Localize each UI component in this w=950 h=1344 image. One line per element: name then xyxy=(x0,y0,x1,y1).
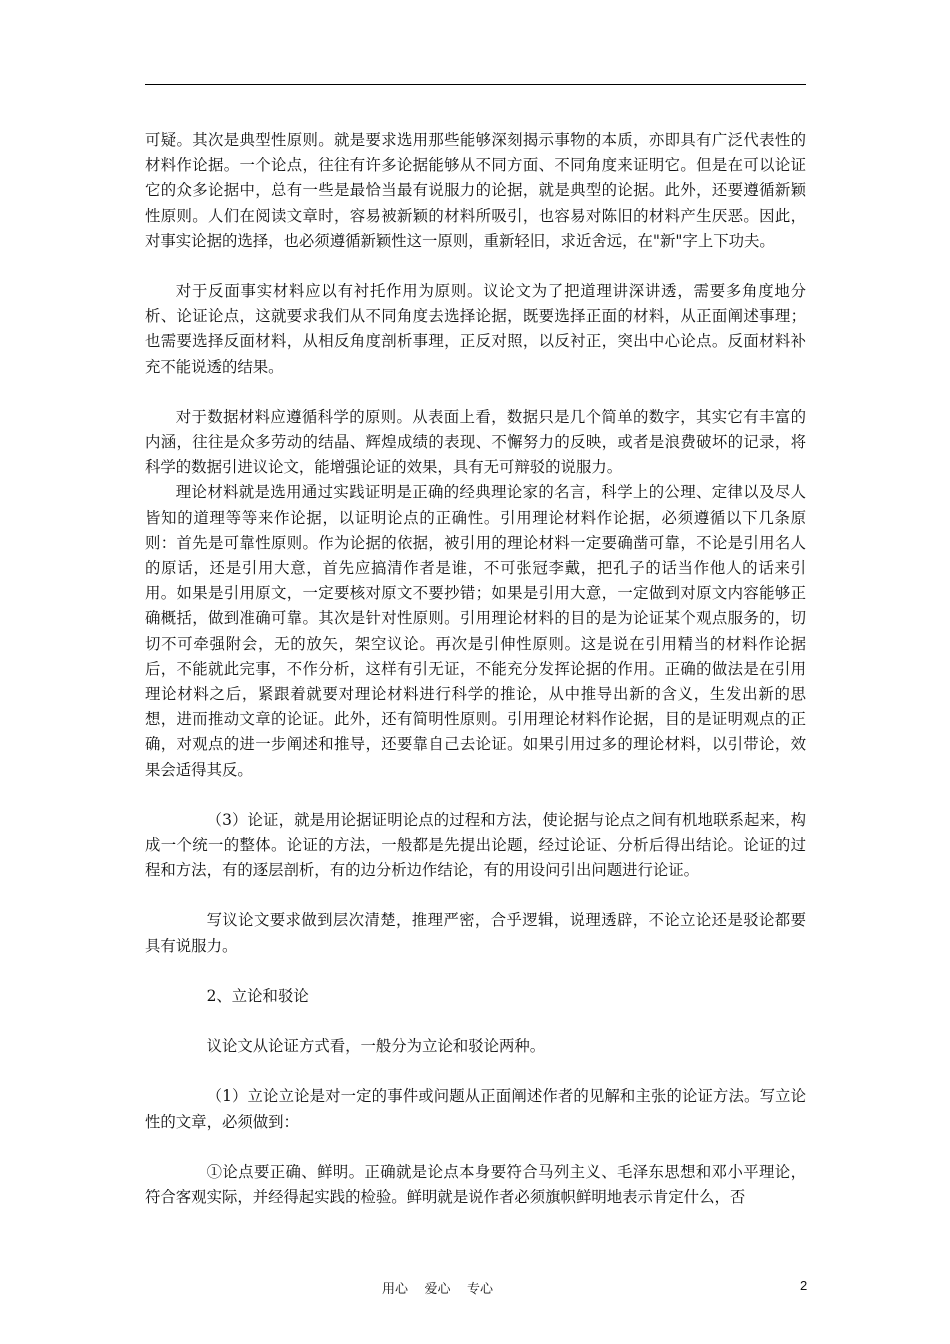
section-heading: 2、立论和驳论 xyxy=(206,986,309,1005)
page-footer xyxy=(0,1278,950,1300)
paragraph-requirements: 写议论文要求做到层次清楚，推理严密，合乎逻辑，说理透辟，不论立论还是驳论都要具有说服力。 xyxy=(145,911,806,955)
paragraph-typicality: 可疑。其次是典型性原则。就是要求选用那些能够深刻揭示事物的本质，亦即具有广泛代表性的材料作论据。一个论点，往往有许多论据能够从不同方面、不同角度来证明它。但是在可以论证它的众多论据中，总有一些是最恰当最有说服力的论据，就是典型的论据。此外，还要遵循新颖性原则。人们在阅读文章时，容易被新颖的材料所吸引，也容易对陈旧的材料产生厌恶。因此，对事实论据的选择，也必须遵循新颖性这一原则，重新轻旧，求近舍远，在"新"字上下功夫。 xyxy=(145,131,806,250)
footer-motto: 用心 爱心 专心 xyxy=(382,1282,494,1297)
paragraph-clear-thesis: ①论点要正确、鲜明。正确就是论点本身要符合马列主义、毛泽东思想和邓小平理论，符合客观实际，并经得起实践的检验。鲜明就是说作者必须旗帜鲜明地表示肯定什么，否 xyxy=(145,1162,806,1206)
page-number: 2 xyxy=(800,1278,808,1293)
paragraph-establishing-argument: （1）立论立论是对一定的事件或问题从正面阐述作者的见解和主张的论证方法。写立论性的文章，必须做到： xyxy=(145,1087,806,1131)
document-body xyxy=(145,128,806,1210)
paragraph-argument-types: 议论文从论证方式看，一般分为立论和驳论两种。 xyxy=(206,1037,546,1056)
paragraph-data-material: 对于数据材料应遵循科学的原则。从表面上看，数据只是几个简单的数字，其实它有丰富的内涵，往往是众多劳动的结晶、辉煌成绩的表现、不懈努力的反映，或者是浪费破坏的记录，将科学的数据引进议论文，能增强论证的效果，具有无可辩驳的说服力。 xyxy=(145,407,806,477)
paragraph-negative-material: 对于反面事实材料应以有衬托作用为原则。议论文为了把道理讲深讲透，需要多角度地分析、论证论点，这就要求我们从不同角度去选择论据，既要选择正面的材料，从正面阐述事理；也需要选择反面材料，从相反角度剖析事理，正反对照，以反衬正，突出中心论点。反面材料补充不能说透的结果。 xyxy=(145,282,806,376)
header-rule xyxy=(145,84,806,85)
paragraph-argumentation: （3）论证，就是用论据证明论点的过程和方法，使论据与论点之间有机地联系起来，构成一个统一的整体。论证的方法，一般都是先提出论题，经过论证、分析后得出结论。论证的过程和方法，有的逐层剖析，有的边分析边作结论，有的用设问引出问题进行论证。 xyxy=(145,810,806,880)
paragraph-theory-material: 理论材料就是选用通过实践证明是正确的经典理论家的名言，科学上的公理、定律以及尽人皆知的道理等等来作论据，以证明论点的正确性。引用理论材料作论据，必须遵循以下几条原则：首先是可靠性原则。作为论据的依据，被引用的理论材料一定要确凿可靠，不论是引用名人的原话，还是引用大意，首先应搞清作者是谁，不可张冠李戴，把孔子的话当作他人的话来引用。如果是引用原文，一定要核对原文不要抄错；如果是引用大意，一定做到对原文内容能够正确概括，做到准确可靠。其次是针对性原则。引用理论材料的目的是为论证某个观点服务的，切切不可牵强附会，无的放矢，架空议论。再次是引伸性原则。这是说在引用精当的材料作论据后，不能就此完事，不作分析，这样有引无证，不能充分发挥论据的作用。正确的做法是在引用理论材料之后，紧跟着就要对理论材料进行科学的推论，从中推导出新的含义，生发出新的思想，进而推动文章的论证。此外，还有简明性原则。引用理论材料作论据，目的是证明观点的正确，对观点的进一步阐述和推导，还要靠自己去论证。如果引用过多的理论材料，以引带论，效果会适得其反。 xyxy=(145,483,806,779)
